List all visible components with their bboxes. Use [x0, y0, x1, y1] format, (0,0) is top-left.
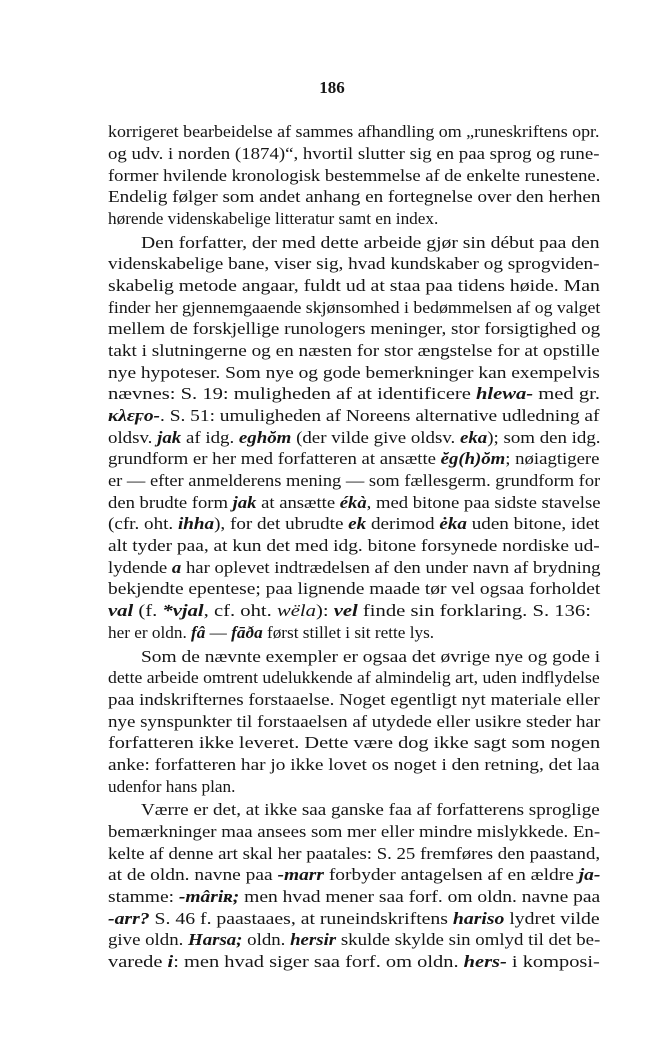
text-run: ; nøiagtigere: [505, 449, 600, 468]
text-run: forbyder antagelsen af en ældre: [323, 865, 579, 884]
text-line: [108, 689, 600, 711]
text-run: først stillet i sit rette lys.: [262, 623, 435, 642]
text-line: [141, 799, 600, 821]
text-run: kelte af denne art skal her paatales: S. 25 fremføres den paastand,: [108, 844, 601, 863]
text-line: [108, 143, 599, 165]
text-line: [141, 646, 600, 668]
emphasized-word: i: [167, 952, 174, 971]
text-run: at de oldn. navne paa: [108, 865, 278, 884]
text-run: ), for det ubrudte: [214, 514, 349, 533]
text-run: give oldn.: [108, 930, 189, 949]
text-run: dette arbeide omtrent udelukkende af almindelig art, uden indflydelse: [108, 668, 600, 687]
text-line: [108, 275, 600, 297]
text-line: [108, 362, 600, 384]
text-line: [108, 513, 599, 535]
text-line: [108, 165, 600, 187]
text-run: nye synspunkter til forstaaelsen af utydede eller usikre steder har: [108, 712, 601, 731]
text-line: [108, 448, 600, 470]
text-run: (der vilde give oldsv.: [291, 428, 460, 447]
emphasized-word: hersir: [290, 930, 337, 949]
text-line: [108, 121, 600, 143]
text-line: [141, 232, 600, 254]
text-run: Endelig følger som andet anhang en fortegnelse over den herhen: [108, 187, 601, 206]
text-line: [108, 492, 600, 514]
text-run: mellem de forskjellige runologers meninger, stor forsigtighed og: [108, 319, 601, 338]
emphasized-word: κλεϝο-: [108, 406, 160, 425]
text-line: [108, 340, 600, 362]
text-run: varede: [108, 952, 168, 971]
emphasized-word: hers-: [463, 952, 507, 971]
emphasized-word: -mâriʀ;: [178, 887, 240, 906]
text-run: , med bitone paa sidste stavelse: [366, 493, 601, 512]
emphasized-word: ihha: [177, 514, 215, 533]
emphasized-word: ékà: [339, 493, 367, 512]
text-run: korrigeret bearbeidelse af sammes afhandling om „runeskriftens opr.: [108, 122, 600, 141]
emphasized-word: jak: [232, 493, 257, 512]
text-line: [108, 208, 438, 230]
text-run: finder her gjennemgaaende skjønsomhed i bedømmelsen af og valget: [108, 298, 601, 317]
text-line: [108, 578, 600, 600]
text-run: videnskabelige bane, viser sig, hvad kundskaber og sprogviden-: [108, 254, 600, 273]
emphasized-word: eghŏm: [238, 428, 292, 447]
text-line: [108, 600, 591, 622]
text-run: ); som den idg.: [487, 428, 601, 447]
emphasized-word: vel: [333, 601, 358, 620]
text-run: har oplevet indtrædelsen af den under navn af brydning: [181, 558, 601, 577]
text-run: bemærkninger maa ansees som mer eller mindre mislykkede. En-: [108, 822, 601, 841]
page-number: 186: [319, 78, 345, 97]
text-line: [108, 427, 601, 449]
emphasized-word: hariso: [452, 909, 505, 928]
text-run: skabelig metode angaar, fuldt ud at staa paa tidens høide. Man: [108, 276, 600, 295]
text-line: [108, 667, 600, 689]
text-run: nævnes: S. 19: muligheden af at identificere: [108, 384, 476, 403]
text-line: [108, 732, 600, 754]
text-run: her er oldn.: [108, 623, 192, 642]
emphasized-word: ja-: [578, 865, 601, 884]
text-line: [108, 405, 600, 427]
text-run: Som de nævnte exempler er ogsaa det øvrige nye og gode i: [141, 647, 601, 666]
text-line: [108, 886, 600, 908]
text-run: udenfor hans plan.: [108, 777, 236, 796]
text-run: oldsv.: [108, 428, 158, 447]
text-run: former hvilende kronologisk bestemmelse af de enkelte runestene.: [108, 166, 601, 185]
text-run: —: [205, 623, 232, 642]
text-run: uden bitone, idet: [466, 514, 600, 533]
text-run: (f.: [133, 601, 163, 620]
text-run: skulde skylde sin omlyd til det be-: [336, 930, 601, 949]
text-run: hørende videnskabelige litteratur samt en index.: [108, 209, 439, 228]
text-run: finde sin forklaring. S. 136:: [357, 601, 591, 620]
text-line: [108, 711, 600, 733]
text-run: grundform er her med forfatteren at ansætte: [108, 449, 441, 468]
emphasized-word: a: [171, 558, 182, 577]
text-run: Den forfatter, der med dette arbeide gjør sin début paa den: [141, 233, 600, 252]
emphasized-word: fâ: [191, 623, 206, 642]
text-line: [108, 929, 600, 951]
text-line: [108, 864, 600, 886]
emphasized-word: Harsa;: [188, 930, 243, 949]
text-line: [108, 951, 600, 973]
emphasized-word: eka: [459, 428, 488, 447]
text-line: [108, 557, 601, 579]
text-run: den brudte form: [108, 493, 233, 512]
emphasized-word: wëla: [276, 601, 316, 620]
text-run: og udv. i norden (1874)“, hvortil slutter sig en paa sprog og rune-: [108, 144, 600, 163]
text-run: nye hypoteser. Som nye og gode bemerkninger kan exempelvis: [108, 363, 600, 382]
text-run: men hvad mener saa forf. om oldn. navne paa: [239, 887, 601, 906]
text-run: bekjendte epentese; paa lignende maade tør vel ogsaa forholdet: [108, 579, 601, 598]
emphasized-word: val: [108, 601, 134, 620]
text-run: ):: [315, 601, 334, 620]
text-line: [108, 318, 600, 340]
emphasized-word: hlewa-: [475, 384, 534, 403]
text-run: er — efter anmelderens mening — som fællesgerm. grundform for: [108, 471, 601, 490]
text-line: [108, 821, 600, 843]
text-line: [108, 470, 600, 492]
text-line: [108, 622, 434, 644]
text-run: lydende: [108, 558, 172, 577]
emphasized-word: ėka: [439, 514, 467, 533]
emphasized-word: jak: [157, 428, 182, 447]
emphasized-word: ek: [348, 514, 367, 533]
emphasized-word: ĕg(h)ŏm: [440, 449, 506, 468]
text-run: at ansætte: [256, 493, 340, 512]
text-run: oldn.: [242, 930, 291, 949]
emphasized-word: -marr: [277, 865, 324, 884]
text-run: S. 46 f. paastaaes, at runeindskriftens: [149, 909, 453, 928]
text-run: , cf. oht.: [203, 601, 277, 620]
text-run: : men hvad siger saa forf. om oldn.: [173, 952, 464, 971]
text-run: lydret vilde: [504, 909, 600, 928]
emphasized-word: fāða: [231, 623, 263, 642]
text-run: (cfr. oht.: [108, 514, 178, 533]
text-run: paa indskrifternes forstaaelse. Noget egentligt nyt materiale eller: [108, 690, 600, 709]
text-run: i komposi-: [506, 952, 600, 971]
text-run: alt tyder paa, at kun det med idg. bitone forsynede nordiske ud-: [108, 536, 600, 555]
text-run: med gr.: [533, 384, 600, 403]
emphasized-word: -arr?: [108, 909, 150, 928]
text-line: [108, 253, 600, 275]
text-line: [108, 776, 235, 798]
text-line: [108, 908, 600, 930]
text-run: . S. 51: umuligheden af Noreens alternative udledning af: [159, 406, 600, 425]
text-line: [108, 754, 600, 776]
text-run: forfatteren ikke leveret. Dette være dog ikke sagt som nogen: [108, 733, 601, 752]
text-line: [108, 535, 600, 557]
text-line: [108, 383, 600, 405]
text-run: stamme:: [108, 887, 179, 906]
text-run: anke: forfatteren har jo ikke lovet os noget i den retning, det laa: [108, 755, 600, 774]
text-run: Værre er det, at ikke saa ganske faa af forfatterens sproglige: [141, 800, 600, 819]
text-run: af idg.: [181, 428, 239, 447]
text-line: [108, 186, 600, 208]
text-line: [108, 297, 600, 319]
text-run: derimod: [366, 514, 440, 533]
text-line: [108, 843, 600, 865]
emphasized-word: *vjal: [162, 601, 204, 620]
text-run: takt i slutningerne og en næsten for stor ængstelse for at opstille: [108, 341, 600, 360]
